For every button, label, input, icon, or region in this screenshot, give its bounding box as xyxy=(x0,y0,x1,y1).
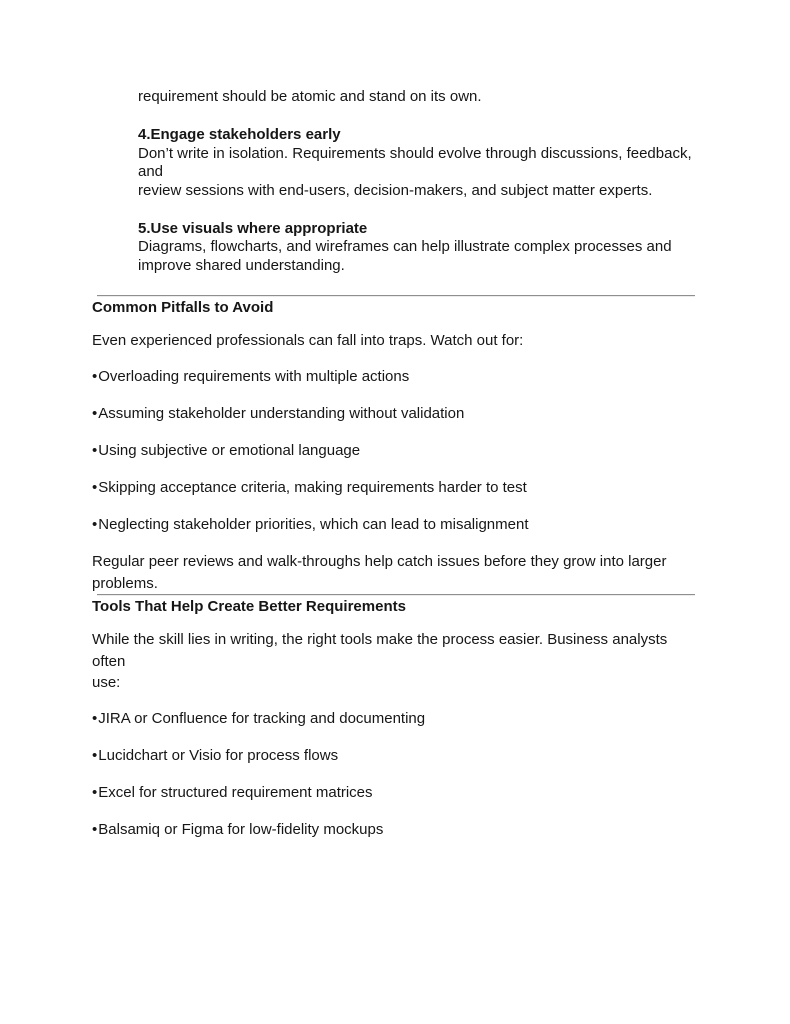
numbered-tips-block xyxy=(138,88,695,275)
list-item-text: Excel for structured requirement matrices xyxy=(98,784,373,801)
list-item xyxy=(92,366,695,388)
list-item xyxy=(92,514,695,536)
bullet-icon: • xyxy=(92,515,98,533)
list-item-text: Neglecting stakeholder priorities, which can lead to misalignment xyxy=(98,515,529,533)
text-line: problems. xyxy=(92,574,158,592)
text-line: Diagrams, flowcharts, and wireframes can help illustrate complex processes and xyxy=(138,238,672,255)
tip-heading: 5.Use visuals where appropriate xyxy=(138,219,368,237)
bullet-icon: • xyxy=(92,784,98,801)
text-line: use: xyxy=(92,674,121,691)
text-line: While the skill lies in writing, the right tools make the process easier. Business analysts often xyxy=(92,631,668,670)
list-item-text: Lucidchart or Visio for process flows xyxy=(98,747,339,764)
list-item-text: Using subjective or emotional language xyxy=(98,441,361,459)
list-item xyxy=(92,819,695,841)
list-item-text: Skipping acceptance criteria, making requirements harder to test xyxy=(98,478,527,496)
text-line: Regular peer reviews and walk-throughs help catch issues before they grow into larger xyxy=(92,553,667,570)
list-item xyxy=(92,403,695,425)
bullet-icon: • xyxy=(92,821,98,838)
section-intro xyxy=(92,330,695,352)
bullet-icon: • xyxy=(92,367,98,385)
bullet-icon: • xyxy=(92,478,98,496)
list-item-text: JIRA or Confluence for tracking and documenting xyxy=(98,710,426,727)
section-heading-common-pitfalls: Common Pitfalls to Avoid xyxy=(92,298,274,316)
section-intro xyxy=(92,629,695,694)
bullet-icon: • xyxy=(92,441,98,459)
tip-heading: 4.Engage stakeholders early xyxy=(138,126,341,143)
list-item xyxy=(92,440,695,462)
list-item-text: Overloading requirements with multiple actions xyxy=(98,367,410,385)
section-heading-tools: Tools That Help Create Better Requirements xyxy=(92,598,406,615)
bullet-icon: • xyxy=(92,404,98,422)
list-item xyxy=(92,708,695,730)
list-item xyxy=(92,745,695,767)
tip-item-5 xyxy=(138,220,695,276)
list-item-text: Assuming stakeholder understanding without validation xyxy=(98,404,465,422)
list-item xyxy=(92,782,695,804)
text-line: improve shared understanding. xyxy=(138,256,345,274)
list-item xyxy=(92,477,695,499)
paragraph-continuation: requirement should be atomic and stand on its own. xyxy=(138,88,482,105)
bullet-icon: • xyxy=(92,747,98,764)
section-outro xyxy=(92,551,695,594)
text-line: Don’t write in isolation. Requirements should evolve through discussions, feedback, and xyxy=(138,144,692,180)
text-line: review sessions with end-users, decision-makers, and subject matter experts. xyxy=(138,181,653,199)
list-item-text: Balsamiq or Figma for low-fidelity mockups xyxy=(98,821,384,838)
bullet-icon: • xyxy=(92,710,98,727)
page-content xyxy=(92,88,695,856)
tip-item-4 xyxy=(138,126,695,200)
text-line: Even experienced professionals can fall into traps. Watch out for: xyxy=(92,331,524,349)
